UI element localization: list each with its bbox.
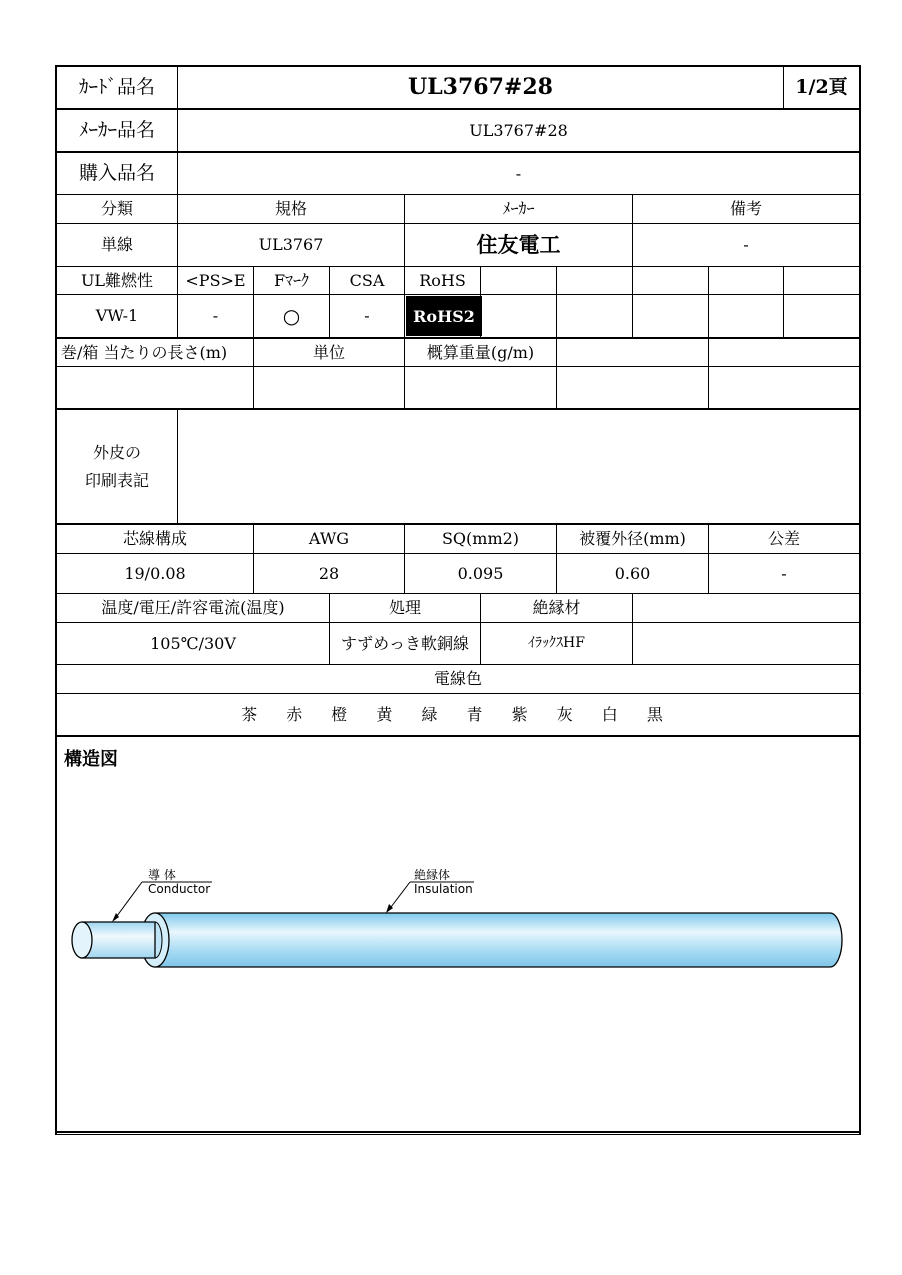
cert-value-fmark: ○ <box>282 304 301 328</box>
maker-value: 住友電工 <box>476 232 561 258</box>
purchase-name-value: - <box>515 163 522 183</box>
maker-name-value: UL3767#28 <box>469 120 568 140</box>
cert-header-fmark: Fﾏｰｸ <box>273 270 310 290</box>
conductor-body <box>82 922 155 958</box>
construction-header-strand: 芯線構成 <box>122 529 187 549</box>
diagram-title: 構造図 <box>64 749 118 771</box>
construction-value-sq: 0.095 <box>457 563 504 583</box>
construction-header-od: 被覆外径(mm) <box>579 529 686 549</box>
remarks-label: 備考 <box>729 199 762 219</box>
length-label: 巻/箱 当たりの長さ(m) <box>61 342 228 362</box>
construction-header-sq: SQ(mm2) <box>441 529 520 549</box>
purchase-name-label: 購入品名 <box>78 162 155 185</box>
standard-label: 規格 <box>274 199 307 219</box>
remarks-value: - <box>743 235 749 255</box>
cert-header-csa: CSA <box>349 270 385 290</box>
cert-value-ul: VW-1 <box>95 306 139 326</box>
category-label: 分類 <box>100 199 133 219</box>
cert-value-csa: - <box>364 306 370 326</box>
standard-value: UL3767 <box>258 235 324 255</box>
rohs2-badge: RoHS2 <box>406 296 482 336</box>
maker-label: ﾒｰｶｰ <box>502 199 535 219</box>
cert-header-rohs: RoHS <box>419 270 466 290</box>
card-name-value: UL3767#28 <box>408 74 553 101</box>
wire-color-values: 茶 赤 橙 黄 緑 青 紫 灰 白 黒 <box>241 704 675 724</box>
wire-color-label: 電線色 <box>433 669 482 689</box>
cert-header-ul: UL難燃性 <box>80 270 154 290</box>
conductor-en-label: Conductor <box>148 882 211 896</box>
print-label-line2: 印刷表記 <box>84 470 149 490</box>
conductor-leader <box>114 882 142 920</box>
conductor-jp-label: 導 体 <box>148 868 176 882</box>
construction-value-tolerance: - <box>781 563 787 583</box>
construction-value-strand: 19/0.08 <box>124 563 186 583</box>
construction-header-tolerance: 公差 <box>767 529 800 549</box>
construction-value-awg: 28 <box>318 563 340 583</box>
card-name-label: ｶｰﾄﾞ品名 <box>78 76 155 99</box>
construction-value-od: 0.60 <box>614 563 651 583</box>
unit-label: 単位 <box>312 342 345 362</box>
print-label-line1: 外皮の <box>92 442 141 462</box>
page-number: 1/2頁 <box>795 76 848 99</box>
temp-label: 温度/電圧/許容電流(温度) <box>101 598 285 618</box>
cert-header-pse: <PS>E <box>185 270 246 290</box>
conductor-end <box>72 922 92 958</box>
cert-value-pse: - <box>212 306 219 326</box>
insulation-body <box>155 913 842 967</box>
process-value: すずめっき軟銅線 <box>340 633 469 653</box>
process-label: 処理 <box>388 598 421 618</box>
maker-name-label: ﾒｰｶｰ品名 <box>78 119 155 142</box>
insulation-label: 絶縁材 <box>532 598 581 618</box>
insulation-jp-label: 絶縁体 <box>414 868 451 882</box>
category-value: 単線 <box>100 235 133 255</box>
temp-value: 105℃/30V <box>150 633 236 653</box>
insulation-en-label: Insulation <box>414 882 473 896</box>
weight-label: 概算重量(g/m) <box>426 342 535 362</box>
construction-header-awg: AWG <box>308 529 350 549</box>
insulation-value: ｲﾗｯｸｽHF <box>528 635 585 652</box>
